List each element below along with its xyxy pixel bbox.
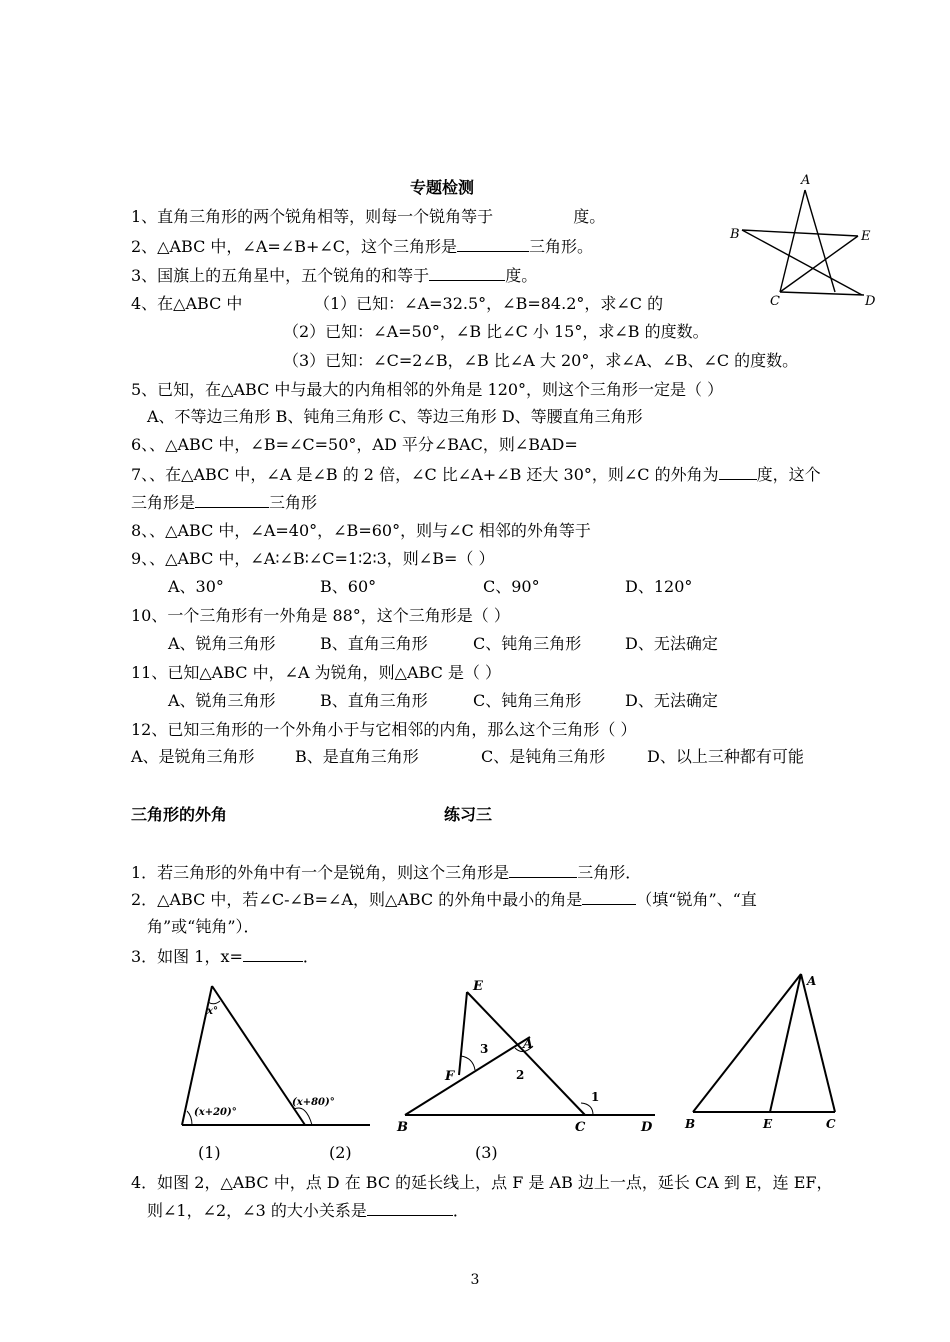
- answer-blank[interactable]: [429, 265, 505, 281]
- question-4-part-2: （2）已知：∠A=50°，∠B 比∠C 小 15°，求∠B 的度数。: [283, 322, 709, 341]
- question-12-option-b: B、是直角三角形: [295, 747, 419, 766]
- question-12-option-c: C、是钝角三角形: [481, 747, 606, 766]
- question-11: 11、已知△ABC 中，∠A 为锐角，则△ABC 是（ ）: [131, 663, 501, 682]
- figure-1-triangle: [170, 978, 375, 1133]
- fig3-label-e: E: [763, 1117, 773, 1131]
- fig2-label-b: B: [397, 1120, 408, 1135]
- figure-2-triangle: [395, 972, 665, 1137]
- star-label-c: C: [770, 294, 780, 309]
- answer-blank[interactable]: [367, 1200, 453, 1216]
- question-11-option-b: B、直角三角形: [320, 691, 428, 710]
- fig1-label-left: (x+20)°: [194, 1107, 237, 1118]
- exercise-2-cont: 角”或“钝角”）．: [147, 917, 260, 936]
- fig2-angle-3: 3: [480, 1042, 489, 1056]
- star-label-d: D: [865, 294, 876, 309]
- question-11-option-d: D、无法确定: [625, 691, 718, 710]
- fig2-angle-1: 1: [591, 1090, 600, 1104]
- question-10-option-b: B、直角三角形: [320, 634, 428, 653]
- fig2-label-c: C: [575, 1120, 586, 1135]
- question-4-part-1: （1）已知：∠A=32.5°，∠B=84.2°，求∠C 的: [314, 294, 664, 313]
- question-10-option-c: C、钝角三角形: [473, 634, 582, 653]
- caption-figure-2: (2): [329, 1143, 352, 1162]
- exercise-4: 4．如图 2，△ABC 中，点 D 在 BC 的延长线上，点 F 是 AB 边上一点，延长 CA 到 E，连 EF，: [131, 1173, 833, 1192]
- fig2-label-e: E: [473, 979, 483, 994]
- answer-blank[interactable]: [457, 236, 529, 252]
- question-9-option-a: A、30°: [168, 577, 224, 596]
- fig3-label-a: A: [807, 974, 817, 988]
- caption-figure-1: (1): [198, 1143, 221, 1162]
- exercise-3: 3．如图 1，x= ．: [131, 947, 319, 966]
- star-label-b: B: [730, 227, 740, 242]
- question-12: 12、已知三角形的一个外角小于与它相邻的内角，那么这个三角形（ ）: [131, 720, 637, 739]
- figure-3-triangle: [683, 966, 853, 1136]
- question-5: 5、已知，在△ABC 中与最大的内角相邻的外角是 120°，则这个三角形一定是（ ）: [131, 380, 724, 399]
- question-12-option-a: A、是锐角三角形: [131, 747, 255, 766]
- question-7-cont: 三角形是 三角形: [131, 493, 318, 512]
- question-9-option-b: B、60°: [320, 577, 377, 596]
- question-8: 8、、△ABC 中，∠A=40°，∠B=60°，则与∠C 相邻的外角等于: [131, 521, 591, 540]
- question-7: 7、、在△ABC 中，∠A 是∠B 的 2 倍，∠C 比∠A+∠B 还大 30°，则∠C 的外角为 度，这个: [131, 465, 821, 484]
- exercise-2: 2．△ABC 中，若∠C-∠B=∠A，则△ABC 的外角中最小的角是 （填“锐角”、“直: [131, 890, 757, 909]
- question-4-part-3: （3）已知：∠C=2∠B，∠B 比∠A 大 20°，求∠A、∠B、∠C 的度数。: [283, 351, 799, 370]
- question-6: 6、、△ABC 中，∠B=∠C=50°，AD 平分∠BAC，则∠BAD=: [131, 435, 578, 454]
- answer-blank[interactable]: [509, 862, 577, 878]
- fig1-label-top: x°: [207, 1006, 218, 1017]
- answer-blank[interactable]: [582, 889, 636, 905]
- question-9-option-c: C、90°: [483, 577, 540, 596]
- question-5-options: A、不等边三角形 B、钝角三角形 C、等边三角形 D、等腰直角三角形: [147, 407, 643, 426]
- fig2-angle-2: 2: [516, 1068, 525, 1082]
- fig3-label-c: C: [826, 1117, 836, 1131]
- star-label-a: A: [801, 173, 811, 188]
- question-9: 9、、△ABC 中，∠A∶∠B∶∠C=1∶2∶3，则∠B=（ ）: [131, 549, 495, 568]
- question-11-option-c: C、钝角三角形: [473, 691, 582, 710]
- question-3: 3、国旗上的五角星中，五个锐角的和等于 度。: [131, 266, 538, 285]
- question-10: 10、一个三角形有一外角是 88°，这个三角形是（ ）: [131, 606, 510, 625]
- question-4: 4、在△ABC 中: [131, 294, 243, 313]
- question-10-option-d: D、无法确定: [625, 634, 718, 653]
- question-1: 1、直角三角形的两个锐角相等，则每一个锐角等于 度。: [131, 207, 606, 226]
- answer-blank[interactable]: [719, 464, 757, 480]
- question-2: 2、△ABC 中，∠A=∠B+∠C，这个三角形是 三角形。: [131, 237, 594, 256]
- fig2-label-f: F: [445, 1069, 455, 1084]
- fig2-label-d: D: [641, 1120, 653, 1135]
- exercise-1: 1．若三角形的外角中有一个是锐角，则这个三角形是 三角形．: [131, 863, 642, 882]
- section-title: 专题检测: [410, 178, 475, 197]
- exercise-4-cont: 则∠1，∠2，∠3 的大小关系是 ．: [147, 1201, 469, 1220]
- section-2-title: 三角形的外角: [131, 805, 228, 824]
- answer-blank[interactable]: [195, 492, 269, 508]
- caption-figure-3: (3): [475, 1143, 498, 1162]
- star-label-e: E: [861, 229, 871, 244]
- fig1-label-right: (x+80)°: [292, 1097, 335, 1108]
- question-9-option-d: D、120°: [625, 577, 693, 596]
- fig2-label-a: A: [523, 1037, 534, 1052]
- five-pointed-star-figure: [722, 162, 900, 312]
- fig3-label-b: B: [685, 1117, 696, 1131]
- question-10-option-a: A、锐角三角形: [168, 634, 276, 653]
- page-number: 3: [470, 1272, 480, 1288]
- section-2-subtitle: 练习三: [444, 805, 493, 824]
- answer-blank[interactable]: [243, 946, 303, 962]
- question-11-option-a: A、锐角三角形: [168, 691, 276, 710]
- question-12-option-d: D、以上三种都有可能: [647, 747, 804, 766]
